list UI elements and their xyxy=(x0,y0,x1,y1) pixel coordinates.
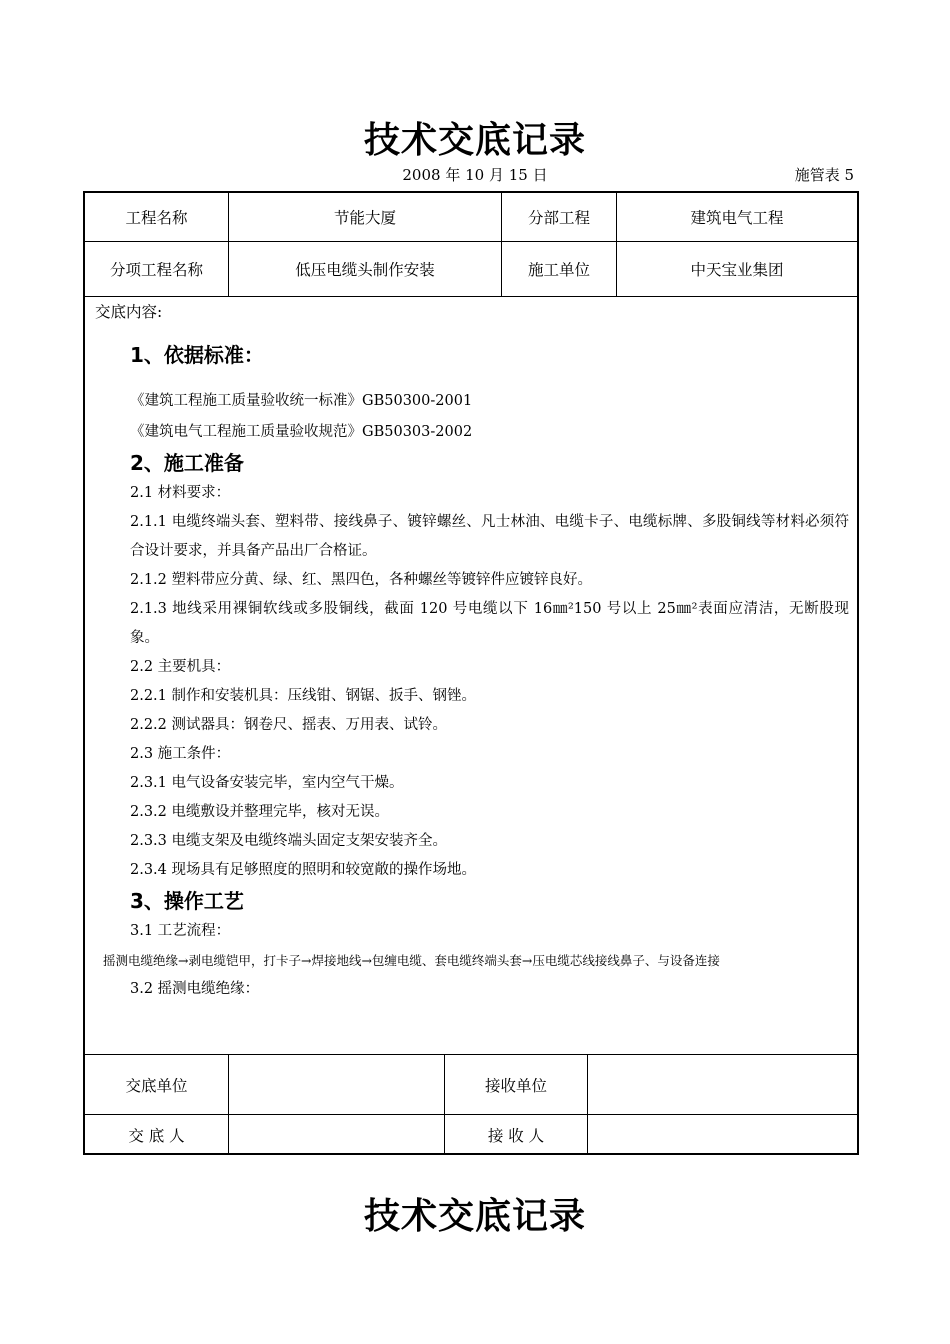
process-flow: 摇测电缆绝缘→剥电缆铠甲，打卡子→焊接地线→包缠电缆、套电缆终端头套→压电缆芯线接线鼻子、与设备连接 xyxy=(103,953,720,968)
project-name-value: 节能大厦 xyxy=(333,209,396,227)
division-label: 分部工程 xyxy=(527,209,590,227)
section-2-heading: 2、施工准备 xyxy=(130,451,244,475)
paragraph: 2.2.1 制作和安装机具：压线钳、钢锯、扳手、钢锉。 xyxy=(130,688,477,704)
standard-item: 《建筑电气工程施工质量验收规范》GB50303-2002 xyxy=(130,424,473,440)
page-title: 技术交底记录 xyxy=(363,120,586,161)
paragraph: 2.2.2 测试器具：钢卷尺、摇表、万用表、试铃。 xyxy=(130,717,448,733)
to-person-value[interactable] xyxy=(588,1115,857,1155)
construction-unit-label: 施工单位 xyxy=(527,261,590,279)
content-label: 交底内容: xyxy=(95,303,163,321)
construction-unit-value: 中天宝业集团 xyxy=(690,261,784,279)
briefing-content xyxy=(95,301,849,1004)
paragraph: 2.2 主要机具： xyxy=(130,659,231,675)
paragraph: 2.3.1 电气设备安装完毕，室内空气干燥。 xyxy=(130,775,404,791)
to-person-label: 接 收 人 xyxy=(487,1127,545,1145)
row-divider xyxy=(85,296,857,297)
paragraph: 2.1 材料要求： xyxy=(130,485,231,501)
next-page-title: 技术交底记录 xyxy=(363,1196,586,1237)
paragraph: 2.1.3 地线采用裸铜软线或多股铜线，截面 120 号电缆以下 16㎜²150 号以上 25㎜²表面应清洁，无断股现象。 xyxy=(130,601,849,646)
paragraph: 2.1.2 塑料带应分黄、绿、红、黑四色，各种螺丝等镀锌件应镀锌良好。 xyxy=(130,572,593,588)
paragraph: 2.3.3 电缆支架及电缆终端头固定支架安装齐全。 xyxy=(130,833,448,849)
standard-item: 《建筑工程施工质量验收统一标准》GB50300-2001 xyxy=(130,393,473,409)
record-date: 2008 年 10 月 15 日 xyxy=(402,166,548,184)
paragraph: 2.3.4 现场具有足够照度的照明和较宽敞的操作场地。 xyxy=(130,862,477,878)
item-name-label: 分项工程名称 xyxy=(109,261,203,279)
project-name-label: 工程名称 xyxy=(125,209,188,227)
to-unit-value[interactable] xyxy=(588,1055,857,1114)
record-table xyxy=(83,191,859,1155)
to-unit-label: 接收单位 xyxy=(484,1076,547,1095)
paragraph: 3.2 摇测电缆绝缘： xyxy=(130,981,260,997)
from-person-label: 交 底 人 xyxy=(128,1127,185,1145)
form-number: 施管表 5 xyxy=(794,166,854,184)
from-unit-label: 交底单位 xyxy=(125,1076,188,1095)
paragraph: 2.3 施工条件： xyxy=(130,746,231,762)
paragraph: 2.3.2 电缆敷设并整理完毕，核对无误。 xyxy=(130,804,390,820)
from-unit-value[interactable] xyxy=(229,1055,444,1114)
paragraph: 3.1 工艺流程： xyxy=(130,923,231,939)
section-3-heading: 3、操作工艺 xyxy=(130,889,244,913)
from-person-value[interactable] xyxy=(229,1115,444,1155)
item-name-value: 低压电缆头制作安装 xyxy=(295,261,435,279)
division-value: 建筑电气工程 xyxy=(690,209,784,227)
section-1-heading: 1、依据标准： xyxy=(130,343,264,367)
paragraph: 2.1.1 电缆终端头套、塑料带、接线鼻子、镀锌螺丝、凡士林油、电缆卡子、电缆标牌、多股铜线等材料必须符合设计要求，并具备产品出厂合格证。 xyxy=(130,514,849,559)
